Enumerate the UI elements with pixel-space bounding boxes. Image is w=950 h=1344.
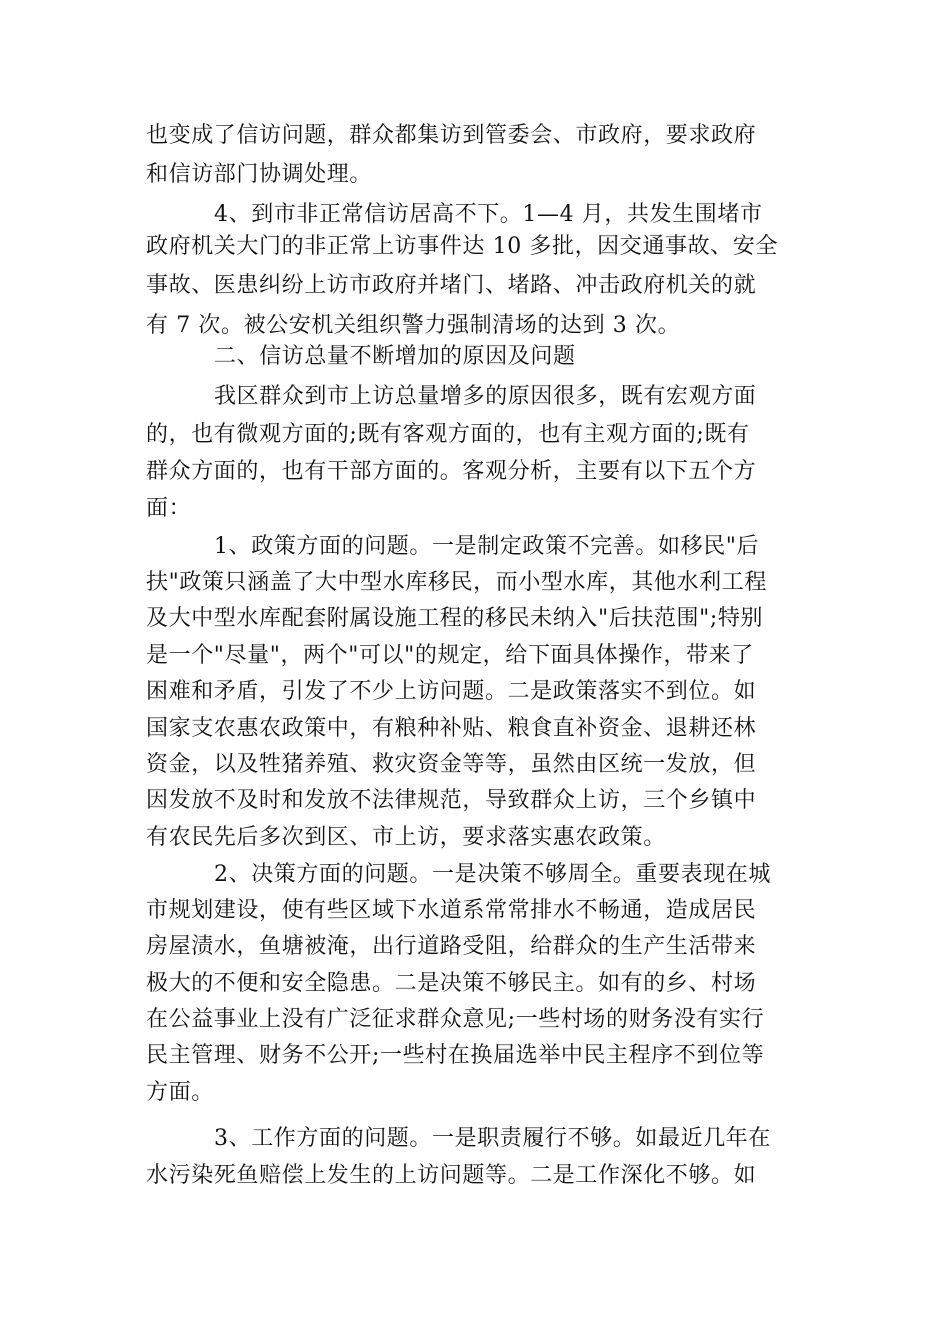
text-line: 在公益事业上没有广泛征求群众意见;一些村场的财务没有实行 xyxy=(146,1007,765,1032)
text-line: 国家支农惠农政策中，有粮种补贴、粮食直补资金、退耕还林 xyxy=(146,716,757,741)
text-line: 2、决策方面的问题。一是决策不够周全。重要表现在城 xyxy=(214,862,771,887)
text-line: 1、政策方面的问题。一是制定政策不完善。如移民"后 xyxy=(214,534,760,559)
text-line: 方面。 xyxy=(146,1080,214,1105)
text-line: 水污染死鱼赔偿上发生的上访问题等。二是工作深化不够。如 xyxy=(146,1163,757,1188)
text-line: 房屋渍水，鱼塘被淹，出行道路受阻，给群众的生产生活带来 xyxy=(146,934,757,959)
text-line: 资金，以及牲猪养殖、救灾资金等等，虽然由区统一发放，但 xyxy=(146,752,757,777)
text-line: 我区群众到市上访总量增多的原因很多，既有宏观方面 xyxy=(214,384,757,409)
text-line: 群众方面的，也有干部方面的。客观分析，主要有以下五个方 xyxy=(146,459,757,484)
text-line: 的，也有微观方面的;既有客观方面的，也有主观方面的;既有 xyxy=(146,422,750,447)
text-line: 4、到市非正常信访居高不下。1—4 月，共发生围堵市 xyxy=(214,202,763,227)
section-heading: 二、信访总量不断增加的原因及问题 xyxy=(214,344,576,369)
text-line: 3、工作方面的问题。一是职责履行不够。如最近几年在 xyxy=(214,1126,771,1151)
text-line: 及大中型水库配套附属设施工程的移民未纳入"后扶范围";特别 xyxy=(146,606,764,631)
text-line: 和信访部门协调处理。 xyxy=(146,162,373,187)
text-line: 困难和矛盾，引发了不少上访问题。二是政策落实不到位。如 xyxy=(146,679,757,704)
text-line: 因发放不及时和发放不法律规范，导致群众上访，三个乡镇中 xyxy=(146,788,757,813)
text-line: 是一个"尽量"，两个"可以"的规定，给下面具体操作，带来了 xyxy=(146,643,754,668)
text-line: 有 7 次。被公安机关组织警力强制清场的达到 3 次。 xyxy=(146,313,681,338)
text-line: 有农民先后多次到区、市上访，要求落实惠农政策。 xyxy=(146,825,666,850)
text-line: 也变成了信访问题，群众都集访到管委会、市政府，要求政府 xyxy=(146,123,757,148)
text-line: 事故、医患纠纷上访市政府并堵门、堵路、冲击政府机关的就 xyxy=(146,273,757,298)
text-line: 扶"政策只涵盖了大中型水库移民，而小型水库，其他水利工程 xyxy=(146,570,767,595)
text-line: 市规划建设，使有些区域下水道系常常排水不畅通，造成居民 xyxy=(146,898,757,923)
text-line: 面： xyxy=(146,496,192,521)
text-line: 极大的不便和安全隐患。二是决策不够民主。如有的乡、村场 xyxy=(146,971,757,996)
text-line: 政府机关大门的非正常上访事件达 10 多批，因交通事故、安全 xyxy=(146,234,778,259)
text-line: 民主管理、财务不公开;一些村在换届选举中民主程序不到位等 xyxy=(146,1043,765,1068)
